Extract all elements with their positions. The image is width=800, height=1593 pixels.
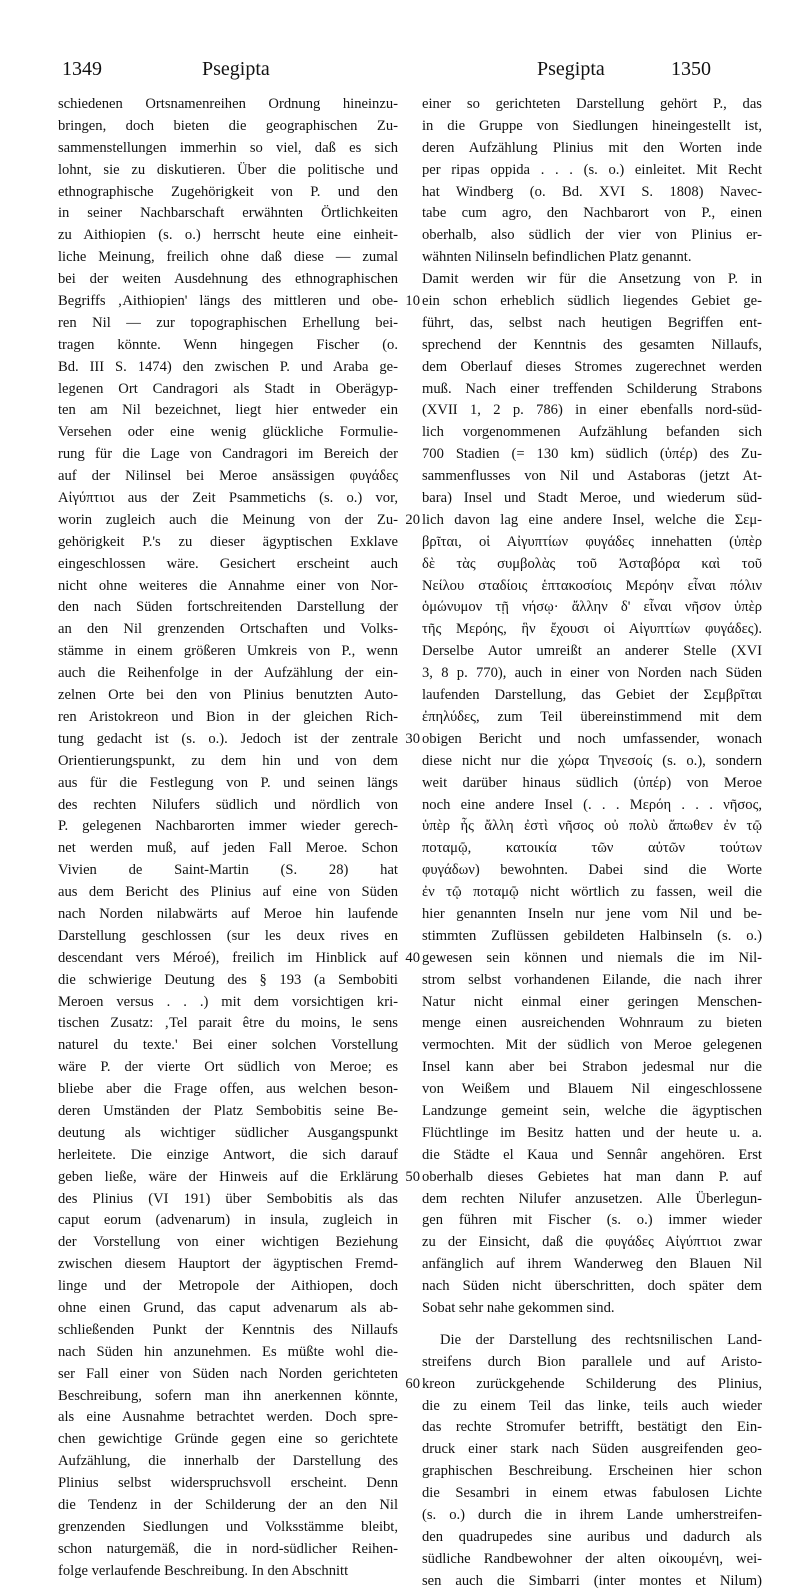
- text-line: bei der weiten Ausdehnung des ethnographischen: [58, 271, 398, 288]
- text-line: Derselbe Autor umreißt an anderer Stelle (XVI: [422, 643, 762, 660]
- text-line: tung gedacht ist (s. o.). Jedoch ist der zentrale: [58, 730, 398, 747]
- text-line: lohnt, sie zu diskutieren. Über die politische und: [58, 161, 398, 178]
- text-line: bara) Insel und Stadt Meroe, und wiederum süd-: [422, 490, 762, 507]
- text-line: auch die Reihenfolge in der Aufzählung der ein-: [58, 665, 398, 682]
- text-line: δὲ τὰς συμβολὰς τοῦ Ἀσταβόρα καὶ τοῦ: [422, 555, 762, 572]
- text-line: schiedenen Ortsnamenreihen Ordnung hineinzu-: [58, 96, 398, 112]
- text-line: sen auch die Simbarri (inter montes et Nilum): [422, 1572, 762, 1589]
- text-line: aus für die Festlegung von P. und seinen längs: [58, 774, 398, 791]
- text-line: den nach Süden fortschreitenden Darstellung der: [58, 599, 398, 616]
- text-line: graphischen Beschreibung. Erscheinen hier schon: [422, 1463, 762, 1480]
- text-line: deren Aufzählung Plinius mit den Worten inde: [422, 139, 762, 156]
- text-line: worin zugleich auch die Meinung von der Zu-: [58, 511, 398, 528]
- text-line: südliche Randbewohner der alten οἰκουμένη, wei-: [422, 1550, 762, 1567]
- text-line: ein schon erheblich südlich liegendes Gebiet ge-: [422, 293, 762, 310]
- text-line: ren Nil — zur topographischen Erhellung bei-: [58, 314, 398, 331]
- text-line: strom selbst vorhandenen Eilande, die nach ihrer: [422, 971, 762, 988]
- text-line: noch eine andere Insel (. . . Μερόη . . . νῆσος,: [422, 796, 762, 813]
- text-line: lich vorgenommenen Aufzählung befanden sich: [422, 424, 762, 441]
- text-line: hat Windberg (o. Bd. XVI S. 1808) Navec-: [422, 183, 762, 200]
- text-line: ποταμῷ, κατοικία τῶν αὐτῶν τούτων: [422, 840, 762, 857]
- text-line: tischen Zusatz: ‚Tel parait être du moins, le sens: [58, 1015, 398, 1032]
- text-line: wäre P. der vierte Ort südlich von Meroe; es: [58, 1059, 398, 1076]
- line-number: 60: [405, 1376, 420, 1393]
- text-line: descendant vers Méroé), freilich im Hinblick auf: [58, 949, 398, 966]
- text-line: per ripas oppida . . . (s. o.) einleitet. Mit Recht: [422, 161, 762, 178]
- text-line: gehörigkeit P.'s zu dieser ägyptischen Exklave: [58, 533, 398, 550]
- text-line: bliebe aber die Frage offen, aus welchen beson-: [58, 1081, 398, 1098]
- text-line: an den Nil grenzenden Ortschaften und Volks-: [58, 621, 398, 638]
- paragraph-break: [422, 1320, 762, 1330]
- text-line: Darstellung geschlossen (sur les deux rives en: [58, 927, 398, 944]
- text-line: ren Aristokreon und Bion in der gleichen Rich-: [58, 708, 398, 725]
- text-line: P. gelegenen Nachbarorten immer wieder gerech-: [58, 818, 398, 835]
- text-line: Begriffs ‚Aithiopien' längs des mittleren und obe-: [58, 293, 398, 310]
- text-line: Beschreibung, sofern man ihn anerkennen könnte,: [58, 1387, 398, 1404]
- text-line: (s. o.) durch die in ihrem Lande umherstreifen-: [422, 1507, 762, 1523]
- text-line: Landzunge gemeint sein, welche die ägyptischen: [422, 1102, 762, 1119]
- text-line: Vivien de Saint-Martin (S. 28) hat: [58, 862, 398, 879]
- text-line: die zu einem Teil das linke, teils auch wieder: [422, 1397, 762, 1414]
- page-header: [0, 58, 800, 86]
- text-line: schließenden Punkt der Kenntnis des Nillaufs: [58, 1321, 398, 1338]
- text-line: diese nicht nur die χώρα Τηνεσοίς (s. o.), sondern: [422, 752, 762, 769]
- text-line: sprechend der Kenntnis des gesamten Nillaufs,: [422, 336, 762, 353]
- text-line: tragen könnte. Wenn hingegen Fischer (o.: [58, 336, 398, 353]
- text-line: nach Norden nilabwärts auf Meroe hin laufende: [58, 905, 398, 922]
- text-line: linge und der Metropole der Aithiopen, doch: [58, 1278, 398, 1295]
- text-line: sammenstellungen immerhin so viel, daß es sich: [58, 139, 398, 156]
- text-line: anfänglich auf ihrem Wanderweg den Blauen Nil: [422, 1256, 762, 1273]
- text-line: der Vorstellung von einer wichtigen Beziehung: [58, 1234, 398, 1251]
- text-line: Natur nicht einmal einer geringen Menschen-: [422, 993, 762, 1010]
- text-line: caput eorum (advenarum) in insula, zugleich in: [58, 1212, 398, 1229]
- text-line: nach Süden nicht überschritten, doch später dem: [422, 1278, 762, 1295]
- text-line: Orientierungspunkt, zu dem hin und von dem: [58, 752, 398, 769]
- text-line: tabe cum agro, den Nachbarort von P., einen: [422, 205, 762, 222]
- text-line: chen gewichtige Gründe gegen eine so gerichtete: [58, 1431, 398, 1448]
- text-line: deren Umständen der Platz Sembobitis seine Be-: [58, 1102, 398, 1119]
- text-line: laufenden Darstellung, das Gebiet der Σεμβρῖται: [422, 687, 762, 704]
- text-line: des Plinius (VI 191) über Sembobitis als das: [58, 1190, 398, 1207]
- text-line: geben ließe, wäre der Hinweis auf die Erklärung: [58, 1168, 398, 1185]
- text-line: liche Meinung, freilich ohne daß diese — zumal: [58, 249, 398, 266]
- right-running-title: Psegipta: [537, 58, 605, 80]
- text-line: Insel kann aber bei Strabon jedesmal nur die: [422, 1059, 762, 1076]
- line-number: 10: [405, 293, 420, 310]
- text-line: zelnen Orte bei den von Plinius benutzten Auto-: [58, 687, 398, 704]
- text-line: τῆς Μερόης, ἣν ἔχουσι οἱ Αἰγυπτίων φυγάδες).: [422, 621, 762, 638]
- text-line: auf der Nilinsel bei Meroe ansässigen φυγάδες: [58, 468, 398, 485]
- text-line: φυγάδων) bewohnten. Dabei sind die Worte: [422, 862, 762, 879]
- text-line: ὁμώνυμον τῇ νήσῳ· ἄλλην δ' εἶναι νῆσον ὑπὲρ: [422, 599, 762, 616]
- text-line: gen führen mit Fischer (s. o.) immer wieder: [422, 1212, 762, 1229]
- text-line: ohne einen Grund, das caput advenarum als ab-: [58, 1299, 398, 1316]
- text-line: streifens durch Bion parallele und auf Aristo-: [422, 1353, 762, 1370]
- text-line: Versehen oder eine wenig glückliche Formulie-: [58, 424, 398, 441]
- text-line: bringen, doch bieten die geographischen Zu-: [58, 117, 398, 134]
- left-page-number: 1349: [62, 58, 102, 80]
- text-line: ἐπηλύδες, zum Teil übereinstimmend mit dem: [422, 708, 762, 725]
- text-line: die schwierige Deutung des § 193 (a Sembobiti: [58, 971, 398, 988]
- text-line: 3, 8 p. 770), auch in einer von Norden nach Süden: [422, 665, 762, 682]
- text-line: folge verlaufende Beschreibung. In den Abschnitt: [58, 1562, 349, 1579]
- text-line: 700 Stadien (= 130 km) südlich (ὑπέρ) des Zu-: [422, 446, 762, 463]
- text-line: vermochten. Mit der südlich von Meroe gelegenen: [422, 1037, 762, 1054]
- text-line: die Städte el Kaua und Sennâr angehören. Erst: [422, 1146, 762, 1163]
- text-line: dem Oberlauf dieses Stromes zugerechnet werden: [422, 358, 762, 375]
- text-line: obigen Bericht und noch umfassender, wonach: [422, 730, 762, 747]
- text-line: eingeschlossen wäre. Gesichert erscheint auch: [58, 555, 398, 572]
- text-line: ten am Nil bezeichnet, liegt hier entweder ein: [58, 402, 398, 419]
- text-line: Plinius selbst widerspruchsvoll erscheint. Denn: [58, 1475, 398, 1492]
- text-line: druck einer stark nach Süden ausgreifenden geo-: [422, 1441, 762, 1458]
- text-line: grenzenden Siedlungen und Volksstämme bleibt,: [58, 1518, 398, 1535]
- text-line: Νείλου σταδίοις ἑπτακοσίοις Μερόην εἶναι πόλιν: [422, 577, 762, 594]
- text-line: Aufzählung, die innerhalb der Darstellung des: [58, 1453, 398, 1470]
- text-line: kreon zurückgehende Schilderung des Plinius,: [422, 1375, 762, 1392]
- text-line: die Tendenz in der Schilderung der an den Nil: [58, 1497, 398, 1513]
- text-line: in seiner Nachbarschaft erwähnten Örtlichkeiten: [58, 205, 398, 222]
- text-line: weit darüber hinaus südlich (ὑπέρ) von Meroe: [422, 774, 762, 791]
- text-line: nach Süden hin anzunehmen. Es müßte wohl die-: [58, 1343, 398, 1360]
- text-line: Damit werden wir für die Ansetzung von P. in: [422, 271, 762, 288]
- text-line: Bd. III S. 1474) den zwischen P. und Araba ge-: [58, 358, 398, 375]
- text-line: stämme in einem größeren Umkreis von P., wenn: [58, 643, 398, 660]
- text-line: zwischen diesem Hauptort der ägyptischen Fremd-: [58, 1256, 398, 1273]
- text-line: menge einen ausreichenden Wohnraum zu bieten: [422, 1015, 762, 1032]
- text-line: nicht ohne weiteres die Annahme einer von Nor-: [58, 577, 398, 594]
- text-line: oberhalb, also südlich der vier von Plinius er-: [422, 227, 762, 244]
- text-line: βρῖται, οἱ Αἰγυπτίων φυγάδες innehatten (ὑπὲρ: [422, 533, 762, 550]
- text-line: des rechten Nilufers südlich und nördlich von: [58, 796, 398, 813]
- text-line: Sobat sehr nahe gekommen sind.: [422, 1299, 615, 1316]
- right-page-number: 1350: [671, 58, 711, 80]
- text-line: als eine Ausnahme betrachtet werden. Doch spre-: [58, 1409, 398, 1426]
- text-line: lich davon lag eine andere Insel, welche die Σεμ-: [422, 511, 762, 528]
- text-line: gewesen sein können und niemals die im Nil-: [422, 949, 762, 966]
- text-line: von Weißem und Blauem Nil eingeschlossene: [422, 1081, 762, 1098]
- line-number: 40: [405, 950, 420, 967]
- text-line: dem rechten Nilufer anzusetzen. Alle Überlegun-: [422, 1190, 762, 1207]
- text-line: rung für die Lage von Candragori im Bereich der: [58, 446, 398, 463]
- text-line: sammenflusses von Nil und Astaboras (jetzt At-: [422, 468, 762, 485]
- right-text-column: [422, 94, 762, 1593]
- text-line: zu der Einsicht, daß die φυγάδες Αἰγύπτιοι zwar: [422, 1234, 762, 1251]
- text-line: ἐν τῷ ποταμῷ nicht wörtlich zu fassen, weil die: [422, 884, 762, 901]
- text-line: Αἰγύπτιοι aus der Zeit Psammetichs (s. o.) vor,: [58, 490, 398, 507]
- text-line: ser Fall einer von Süden nach Norden gerichteten: [58, 1365, 398, 1382]
- text-line: stimmten Zuflüssen gebildeten Halbinseln (s. o.): [422, 927, 762, 944]
- line-number: 30: [405, 731, 420, 748]
- text-line: net werden muß, auf jeden Fall Meroe. Schon: [58, 840, 398, 857]
- text-line: das rechte Stromufer betrifft, bestätigt den Ein-: [422, 1419, 762, 1436]
- text-line: einer so gerichteten Darstellung gehört P., das: [422, 96, 762, 112]
- text-line: schon naturgemäß, die in nord-südlicher Reihen-: [58, 1540, 398, 1557]
- text-line: zu Aithiopien (s. o.) herrscht heute eine einheit-: [58, 227, 398, 244]
- text-line: herleitete. Die einzige Antwort, die sich darauf: [58, 1146, 398, 1163]
- text-line: oberhalb dieses Gebietes hat man dann P. auf: [422, 1168, 762, 1185]
- text-line: deutung als wichtiger südlicher Ausgangspunkt: [58, 1124, 398, 1141]
- text-line: wähnten Nilinseln befindlichen Platz genannt.: [422, 249, 692, 266]
- text-line: in die Gruppe von Siedlungen hineingestellt ist,: [422, 117, 762, 134]
- text-line: ὑπὲρ ἧς ἄλλη ἐστὶ νῆσος οὐ πολὺ ἄπωθεν ἐν τῷ: [422, 818, 762, 835]
- text-line: Flüchtlinge im Besitz hatten und der heute u. a.: [422, 1124, 762, 1141]
- text-line: naturel du texte.' Bei einer solchen Vorstellung: [58, 1037, 398, 1054]
- text-line: die Sesambri in einem etwas fabulosen Lichte: [422, 1485, 762, 1502]
- text-line: ethnographische Zugehörigkeit von P. und den: [58, 183, 398, 200]
- text-line: Meroen versus . . .) mit dem vorsichtigen kri-: [58, 993, 398, 1010]
- text-line: Die der Darstellung des rechtsnilischen Land-: [440, 1331, 762, 1348]
- text-line: (XVII 1, 2 p. 786) in einer ebenfalls nord-süd-: [422, 402, 762, 419]
- line-number: 20: [405, 512, 420, 529]
- text-line: muß. Nach einer treffenden Schilderung Strabons: [422, 380, 762, 397]
- text-line: legenen Ort Candragori als Stadt in Oberägyp-: [58, 380, 398, 397]
- left-text-column: [58, 94, 398, 1583]
- text-line: den quadrupedes sine auribus und dadurch als: [422, 1528, 762, 1545]
- text-line: führt, das, selbst nach heutigen Begriffen ent-: [422, 314, 762, 331]
- text-line: aus dem Bericht des Plinius auf eine von Süden: [58, 884, 398, 901]
- left-running-title: Psegipta: [202, 58, 270, 80]
- line-number: 50: [405, 1169, 420, 1186]
- text-line: hier genannten Inseln nur jene vom Nil und be-: [422, 905, 762, 922]
